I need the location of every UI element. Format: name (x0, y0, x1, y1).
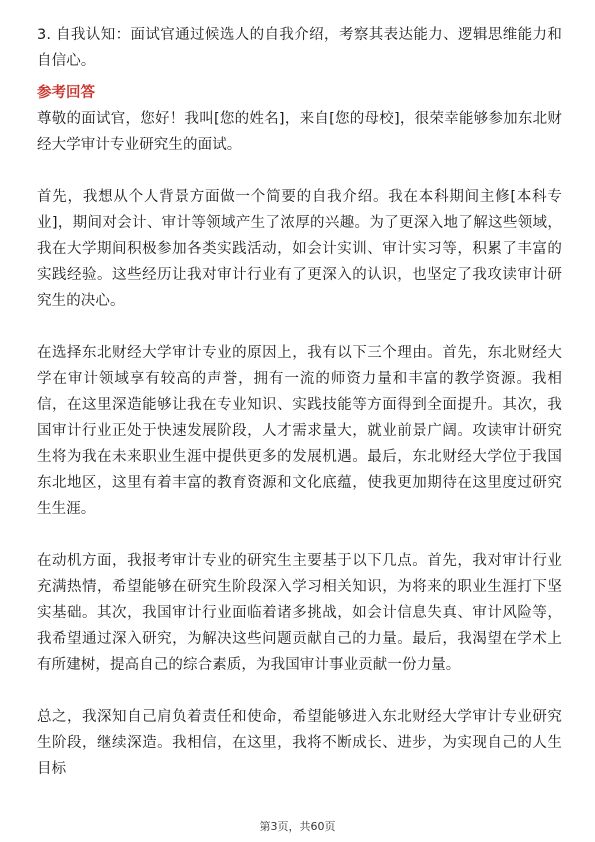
answer-paragraph-background: 首先，我想从个人背景方面做一个简要的自我介绍。我在本科期间主修[本科专业]，期间对会计、审计等领域产生了浓厚的兴趣。为了更深入地了解这些领域，我在大学期间积极参加各类实践活动，如会计实训、审计实习等，积累了丰富的实践经验。这些经历让我对审计行业有了更深入的认识，也坚定了我攻读审计研究生的决心。 (37, 189, 562, 309)
page-footer: 第3页，共60页 (259, 820, 336, 833)
document-body (37, 22, 562, 782)
question-text: 3. 自我认知：面试官通过候选人的自我介绍，考察其表达能力、逻辑思维能力和自信心。 (37, 27, 562, 69)
answer-paragraph-motivation: 在动机方面，我报考审计专业的研究生主要基于以下几点。首先，我对审计行业充满热情，希望能够在研究生阶段深入学习相关知识，为将来的职业生涯打下坚实基础。其次，我国审计行业面临着诸多挑战，如会计信息失真、审计风险等，我希望通过深入研究，为解决这些问题贡献自己的力量。最后，我渴望在学术上有所建树，提高自己的综合素质，为我国审计事业贡献一份力量。 (37, 553, 562, 673)
answer-paragraph-conclusion: 总之，我深知自己肩负着责任和使命，希望能够进入东北财经大学审计专业研究生阶段，继续深造。我相信，在这里，我将不断成长、进步，为实现自己的人生目标 (37, 709, 562, 777)
answer-paragraph-reasons: 在选择东北财经大学审计专业的原因上，我有以下三个理由。首先，东北财经大学在审计领域享有较高的声誉，拥有一流的师资力量和丰富的教学资源。我相信，在这里深造能够让我在专业知识、实践技能等方面得到全面提升。其次，我国审计行业正处于快速发展阶段，人才需求量大，就业前景广阔。攻读审计研究生将为我在未来职业生涯中提供更多的发展机遇。最后，东北财经大学位于我国东北地区，这里有着丰富的教育资源和文化底蕴，使我更加期待在这里度过研究生生涯。 (37, 345, 562, 517)
answer-heading: 参考回答 (37, 85, 95, 101)
answer-paragraph-greeting: 尊敬的面试官，您好！我叫[您的姓名]，来自[您的母校]，很荣幸能够参加东北财经大学审计专业研究生的面试。 (37, 111, 562, 153)
